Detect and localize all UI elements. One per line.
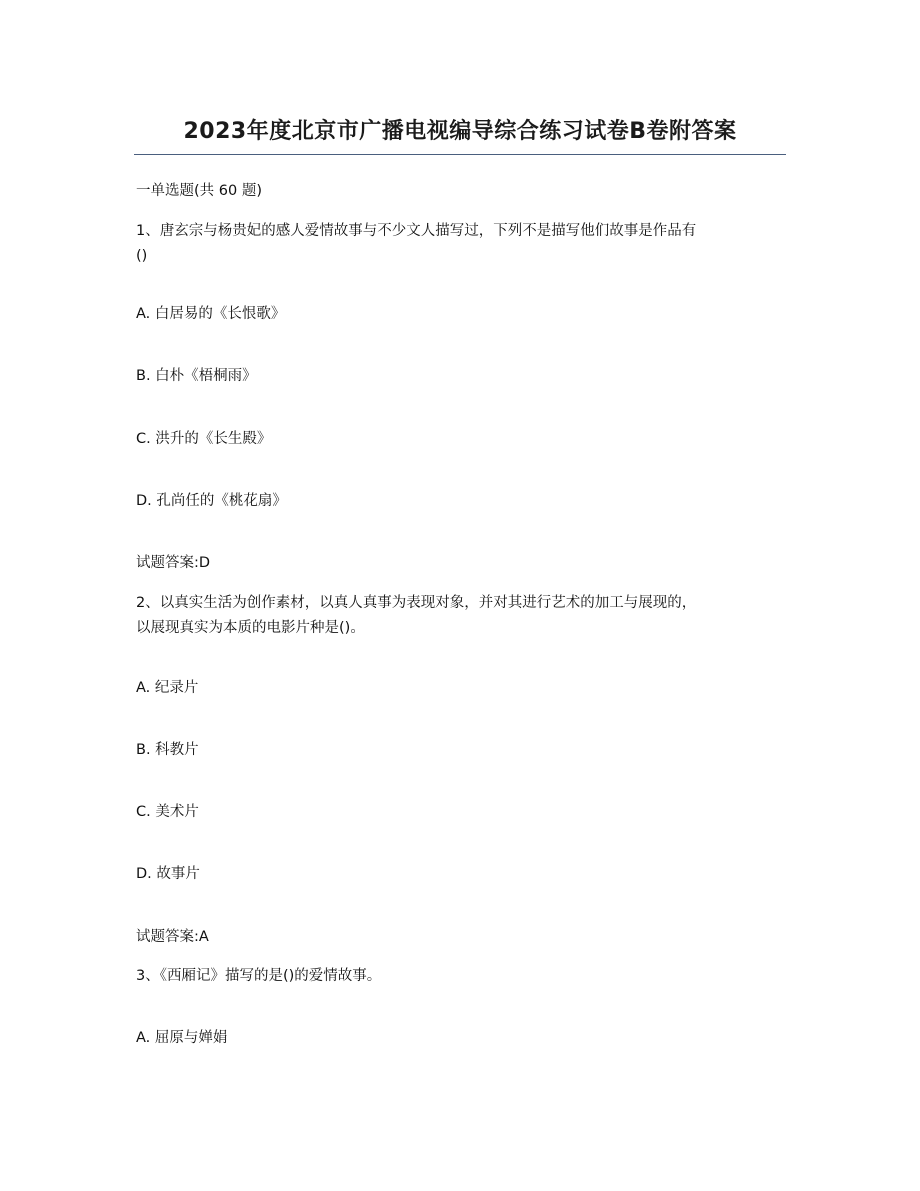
title-underline	[134, 154, 786, 155]
page-title: 2023年度北京市广播电视编导综合练习试卷B卷附答案	[183, 119, 737, 144]
question-2-option-a: A. 纪录片	[136, 680, 199, 696]
question-2-option-c: C. 美术片	[136, 804, 199, 820]
question-2-stem-line-2: 以展现真实为本质的电影片种是()。	[136, 620, 365, 636]
question-1-answer: 试题答案:D	[136, 555, 211, 571]
question-2-answer: 试题答案:A	[136, 929, 209, 945]
question-1-stem-line-2: ()	[136, 248, 148, 264]
question-1-option-c: C. 洪升的《长生殿》	[136, 431, 272, 447]
question-1-stem-line-1: 1、唐玄宗与杨贵妃的感人爱情故事与不少文人描写过，下列不是描写他们故事是作品有	[136, 223, 697, 239]
question-2-option-d: D. 故事片	[136, 866, 200, 882]
question-3-stem-line-1: 3、《西厢记》描写的是()的爱情故事。	[136, 968, 382, 984]
question-1-option-b: B. 白朴《梧桐雨》	[136, 368, 257, 384]
question-2-option-b: B. 科教片	[136, 742, 199, 758]
question-3-option-a: A. 屈原与婵娟	[136, 1030, 228, 1046]
question-1-option-d: D. 孔尚任的《桃花扇》	[136, 493, 287, 509]
question-2-stem-line-1: 2、以真实生活为创作素材，以真人真事为表现对象，并对其进行艺术的加工与展现的，	[136, 595, 697, 611]
section-heading: 一单选题(共 60 题)	[136, 183, 262, 199]
question-1-option-a: A. 白居易的《长恨歌》	[136, 306, 286, 322]
